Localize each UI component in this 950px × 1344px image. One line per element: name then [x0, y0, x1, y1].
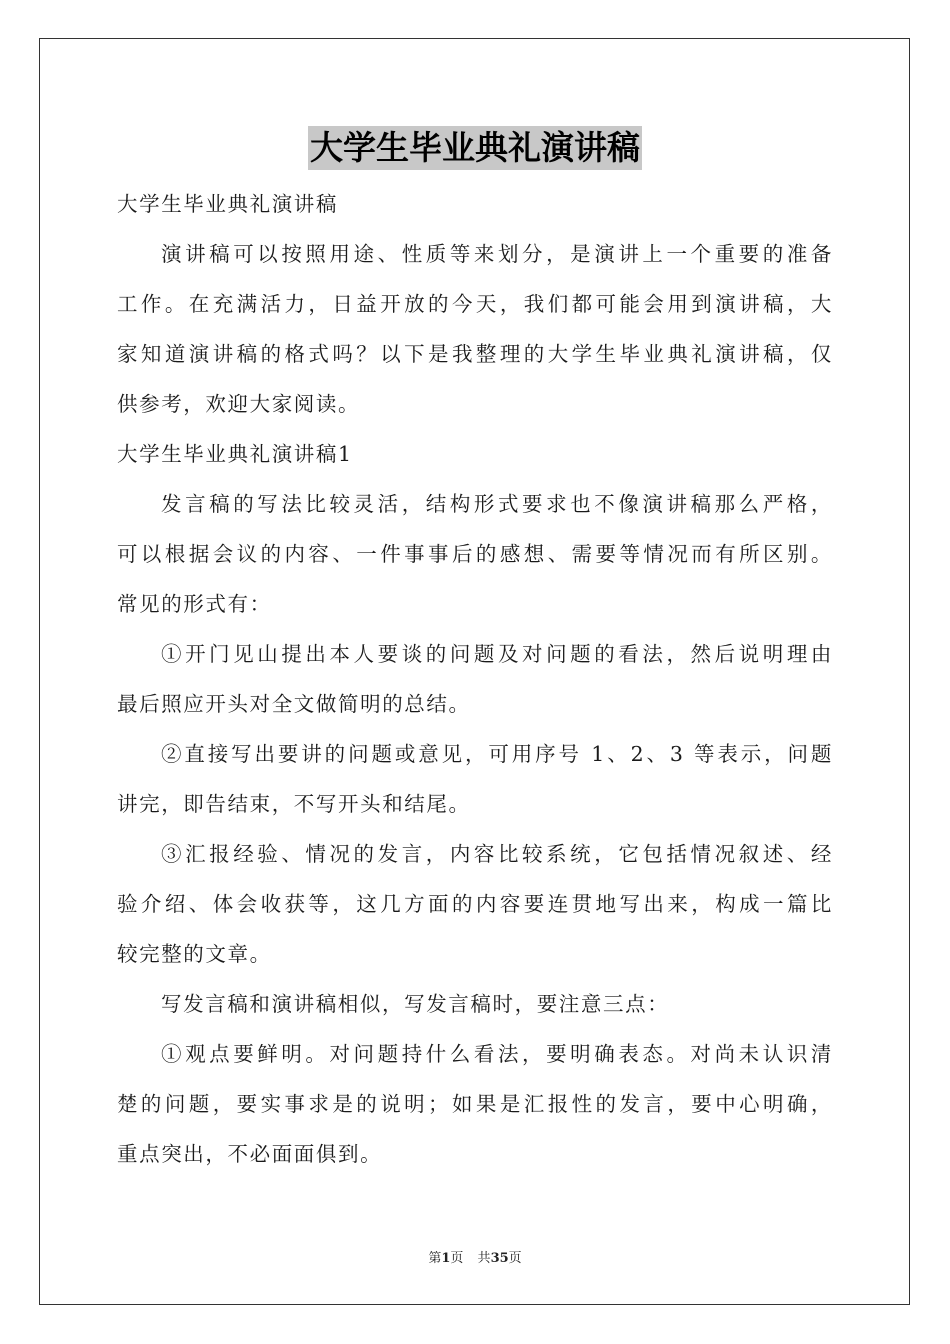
document-body	[117, 179, 833, 1179]
page-footer	[0, 1247, 950, 1266]
point-line: ①开门见山提出本人要谈的问题及对问题的看法，然后说明理由	[161, 642, 833, 666]
document-title: 大学生毕业典礼演讲稿	[308, 126, 642, 170]
note-line: 重点突出，不必面面俱到。	[117, 1142, 383, 1166]
point-line: 验介绍、体会收获等，这几方面的内容要连贯地写出来，构成一篇比	[117, 892, 833, 916]
paragraph-line: 常见的形式有：	[117, 592, 272, 616]
document-subtitle: 大学生毕业典礼演讲稿	[117, 192, 338, 216]
current-page: 1	[441, 1251, 451, 1266]
paragraph-line: 可以根据会议的内容、一件事事后的感想、需要等情况而有所区别。	[117, 542, 833, 566]
notes-intro: 写发言稿和演讲稿相似，写发言稿时，要注意三点：	[161, 992, 670, 1016]
intro-line: 工作。在充满活力，日益开放的今天，我们都可能会用到演讲稿，大	[117, 292, 833, 316]
note-line: ①观点要鲜明。对问题持什么看法，要明确表态。对尚未认识清	[161, 1042, 833, 1066]
total-count: 35	[490, 1251, 509, 1266]
point-line: 较完整的文章。	[117, 942, 272, 966]
point-line: ②直接写出要讲的问题或意见，可用序号 1、2、3 等表示，问题	[161, 742, 833, 766]
point-line: 最后照应开头对全文做简明的总结。	[117, 692, 471, 716]
total-pages	[478, 1251, 522, 1266]
total-prefix: 共	[477, 1251, 491, 1266]
paragraph-line: 发言稿的写法比较灵活，结构形式要求也不像演讲稿那么严格，	[161, 492, 833, 516]
title-container	[0, 126, 950, 170]
total-suffix: 页	[508, 1251, 522, 1266]
intro-line: 家知道演讲稿的格式吗？以下是我整理的大学生毕业典礼演讲稿，仅	[117, 342, 833, 366]
intro-line: 供参考，欢迎大家阅读。	[117, 392, 361, 416]
page-number	[428, 1251, 463, 1266]
point-line: 讲完，即告结束，不写开头和结尾。	[117, 792, 471, 816]
intro-line: 演讲稿可以按照用途、性质等来划分，是演讲上一个重要的准备	[161, 242, 833, 266]
section-heading: 大学生毕业典礼演讲稿1	[117, 442, 353, 466]
note-line: 楚的问题，要实事求是的说明；如果是汇报性的发言，要中心明确，	[117, 1092, 833, 1116]
page-suffix: 页	[450, 1251, 464, 1266]
page-prefix: 第	[428, 1251, 442, 1266]
point-line: ③汇报经验、情况的发言，内容比较系统，它包括情况叙述、经	[161, 842, 833, 866]
